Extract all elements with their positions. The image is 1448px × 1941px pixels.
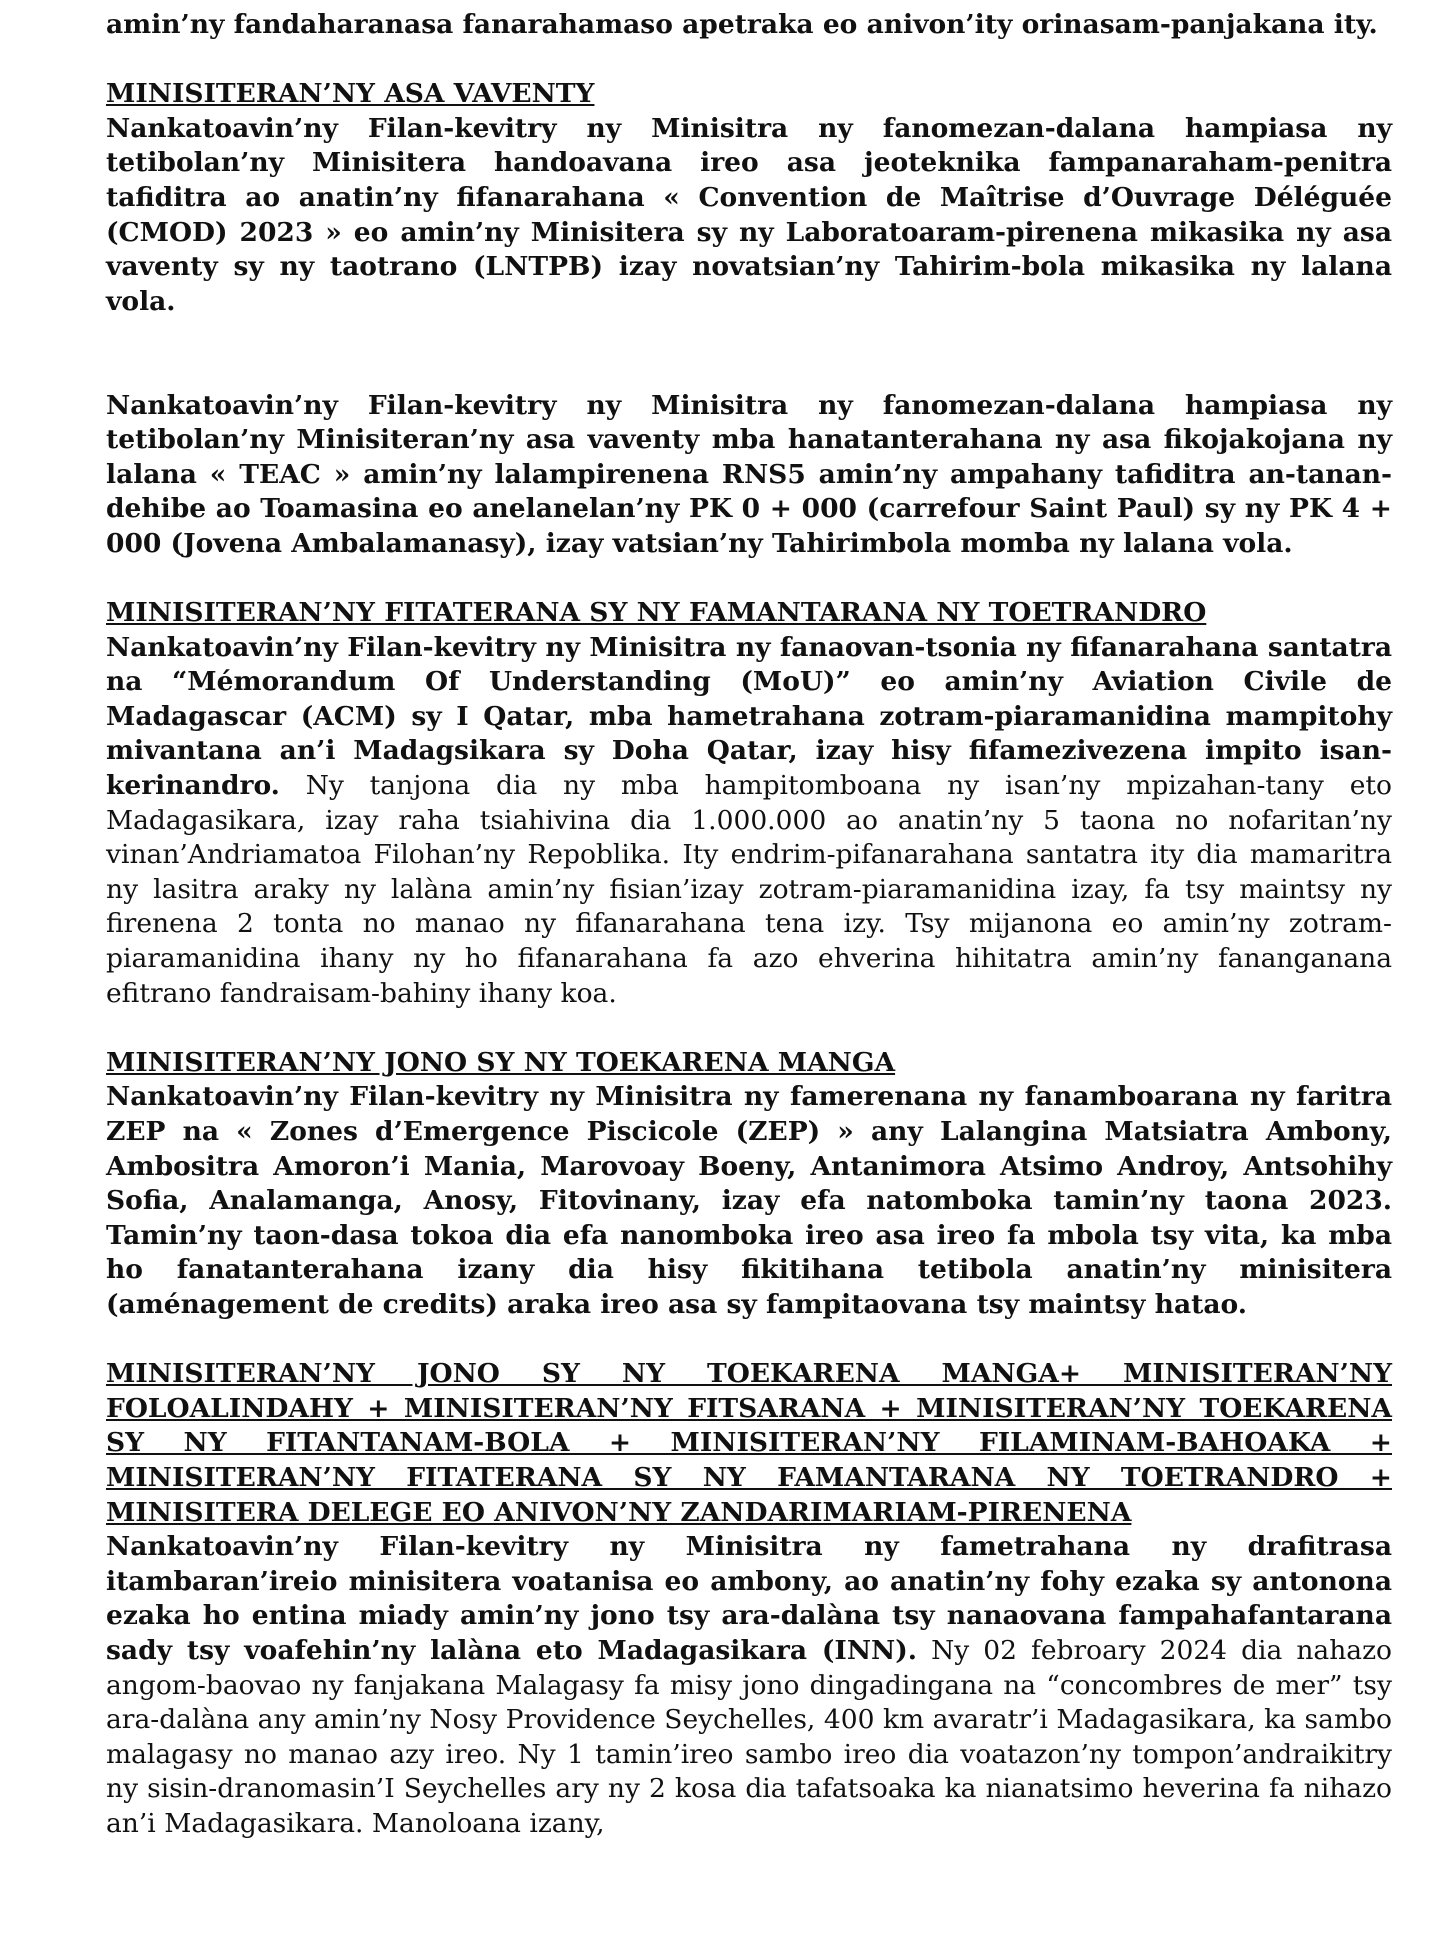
section-paragraph [106,1530,1392,1841]
section-asa-vaventy [106,77,1392,561]
spacer [106,1011,1392,1046]
section-paragraph [106,631,1392,1012]
section-paragraph: Nankatoavin’ny Filan-kevitry ny Minisitra ny fanomezan-dalana hampiasa ny tetibolan’ny Minisiteran’ny asa vaventy mba hanatanterahana ny asa fikojakojana ny lalana « TEAC » amin’ny lalampirenena RNS5 amin’ny ampahany tafiditra an-tanan-dehibe ao Toamasina eo anelanelan’ny PK 0 + 000 (carrefour Saint Paul) sy ny PK 4 + 000 (Jovena Ambalamanasy), izay vatsian’ny Tahirimbola momba ny lalana vola. [106,389,1392,559]
intro-tail-paragraph: amin’ny fandaharanasa fanarahamaso apetraka eo anivon’ity orinasam-panjakana ity. [106,9,1378,40]
paragraph-normal-part: Ny tanjona dia ny mba hampitomboana ny isan’ny mpizahan-tany eto Madagasikara, izay raha tsiahivina dia 1.000.000 ao anatin’ny 5 taona no nofaritan’ny vinan’Andriamatoa Filohan’ny Repoblika. Ity endrim-pifanarahana santatra ity dia mamaritra ny lasitra araky ny lalàna amin’ny fisian’izay zotram-piaramanidina izay, fa tsy maintsy ny firenena 2 tonta no manao ny fifanarahana tena izy. Tsy mijanona eo amin’ny zotram-piaramanidina ihany ny ho fifanarahana fa azo ehverina hihitatra amin’ny fananganana efitrano fandraisam-bahiny ihany koa. [106,770,1392,1009]
spacer [106,354,1392,389]
section-heading: MINISITERAN’NY FITATERANA SY NY FAMANTARANA NY TOETRANDRO [106,597,1207,629]
spacer [106,319,1392,354]
section-joint-ministries [106,1357,1392,1841]
document-page [106,8,1392,1841]
section-jono [106,1046,1392,1323]
section-heading: MINISITERAN’NY JONO SY NY TOEKARENA MANGA+ MINISITERAN’NY FOLOALINDAHY + MINISITERAN’NY FITSARANA + MINISITERAN’NY TOEKARENA SY NY FITANTANAM-BOLA + MINISITERAN’NY FILAMINAM-BAHOAKA + MINISITERAN’NY FITATERANA SY NY FAMANTARANA NY TOETRANDRO + MINISITERA DELEGE EO ANIVON’NY ZANDARIMARIAM-PIRENENA [106,1358,1392,1528]
spacer [106,1323,1392,1358]
section-paragraph: Nankatoavin’ny Filan-kevitry ny Minisitra ny famerenana ny fanamboarana ny faritra ZEP na « Zones d’Emergence Piscicole (ZEP) » any Lalangina Matsiatra Ambony, Ambositra Amoron’i Mania, Marovoay Boeny, Antanimora Atsimo Androy, Antsohihy Sofia, Analamanga, Anosy, Fitovinany, izay efa natomboka tamin’ny taona 2023. Tamin’ny taon-dasa tokoa dia efa nanomboka ireo asa ireo fa mbola tsy vita, ka mba ho fanatanterahana izany dia hisy fikitihana tetibola anatin’ny minisitera (aménagement de credits) araka ireo asa sy fampitaovana tsy maintsy hatao. [106,1081,1392,1320]
spacer [106,43,1392,78]
paragraph-bold-part: Nankatoavin’ny Filan-kevitry ny Minisitra ny fametrahana ny drafitrasa itambaran’ireio minisitera voatanisa eo ambony, ao anatin’ny fohy ezaka sy antonona ezaka ho entina miady amin’ny jono tsy ara-dalàna tsy nanaovana fampahafantarana sady tsy voafehin’ny lalàna eto Madagasikara (INN). [106,1531,1392,1666]
section-paragraph: Nankatoavin’ny Filan-kevitry ny Minisitra ny fanomezan-dalana hampiasa ny tetibolan’ny Minisitera handoavana ireo asa jeoteknika fampanaraham-penitra tafiditra ao anatin’ny fifanarahana « Convention de Maîtrise d’Ouvrage Déléguée (CMOD) 2023 » eo amin’ny Minisitera sy ny Laboratoaram-pirenena mikasika ny asa vaventy sy ny taotrano (LNTPB) izay novatsian’ny Tahirim-bola mikasika ny lalana vola. [106,112,1392,317]
section-heading: MINISITERAN’NY ASA VAVENTY [106,78,595,110]
spacer [106,562,1392,597]
paragraph-normal-part: Ny 02 febroary 2024 dia nahazo angom-baovao ny fanjakana Malagasy fa misy jono dingadingana na “concombres de mer” tsy ara-dalàna any amin’ny Nosy Providence Seychelles, 400 km avaratr’i Madagasikara, ka sambo malagasy no manao azy ireo. Ny 1 tamin’ireo sambo ireo dia voatazon’ny tompon’andraikitry ny sisin-dranomasin’I Seychelles ary ny 2 kosa dia tafatsoaka ka nianatsimo heverina fa nihazo an’i Madagasikara. Manoloana izany, [106,1634,1393,1839]
section-heading: MINISITERAN’NY JONO SY NY TOEKARENA MANGA [106,1046,896,1078]
section-fitaterana [106,596,1392,1011]
paragraph-bold-part: Nankatoavin’ny Filan-kevitry ny Minisitra ny fanaovan-tsonia ny fifanarahana santatra na “Mémorandum Of Understanding (MoU)” eo amin’ny Aviation Civile de Madagascar (ACM) sy I Qatar, mba hametrahana zotram-piaramanidina mampitohy mivantana an’i Madagsikara sy Doha Qatar, izay hisy fifamezivezena impito isan-kerinandro. [106,631,1392,802]
